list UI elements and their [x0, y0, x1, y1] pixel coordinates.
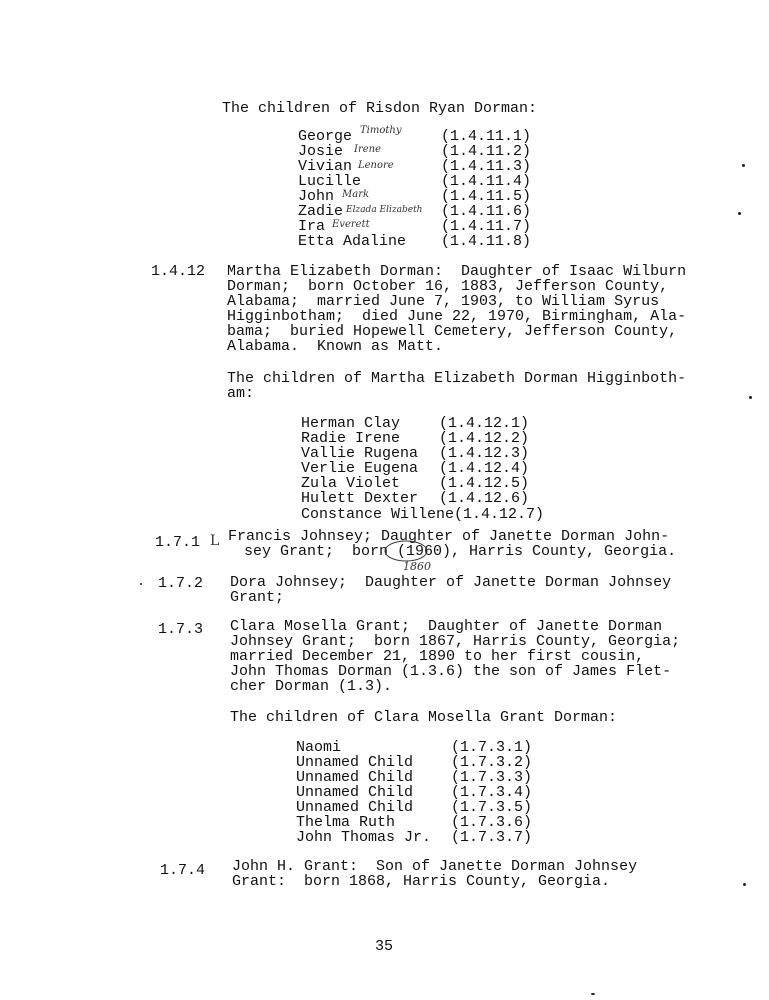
entry-text-line: sey Grant; born (1960), Harris County, Georgia.	[244, 543, 677, 560]
children-heading: The children of Clara Mosella Grant Dorman:	[230, 709, 618, 726]
entry-text-line: Grant;	[230, 589, 285, 606]
child-code: (1.4.12.1)	[439, 415, 530, 432]
child-code: (1.4.11.1)	[441, 128, 532, 145]
child-code: (1.7.3.6)	[451, 814, 533, 831]
entry-text-line: Grant: born 1868, Harris County, Georgia.	[232, 873, 611, 890]
margin-mark: L	[210, 533, 220, 549]
child-name: Lucille	[298, 173, 362, 190]
child-code: (1.4.11.3)	[441, 158, 532, 175]
scan-speck	[742, 164, 745, 167]
scan-speck	[738, 212, 741, 215]
child-code: (1.4.12.5)	[439, 475, 530, 492]
entry-text-line: Francis Johnsey; Daughter of Janette Dorman John-	[228, 528, 670, 545]
handwritten-note: Elzada Elizabeth	[346, 205, 423, 215]
child-code: (1.4.12.3)	[439, 445, 530, 462]
child-code: (1.4.11.5)	[441, 188, 532, 205]
child-code: (1.7.3.4)	[451, 784, 533, 801]
handwritten-note: Lenore	[358, 160, 394, 171]
entry-text-line: John Thomas Dorman (1.3.6) the son of James Flet-	[230, 663, 672, 680]
entry-text-line: Alabama. Known as Matt.	[227, 338, 444, 355]
child-code: (1.4.11.7)	[441, 218, 532, 235]
child-name: Josie	[298, 143, 344, 160]
entry-text-line: Higginbotham; died June 22, 1970, Birmingham, Ala-	[227, 308, 687, 325]
child-name: Zadie	[298, 203, 344, 220]
page-number: 35	[375, 938, 394, 955]
scan-speck	[743, 883, 746, 886]
child-name: George	[298, 128, 353, 145]
child-code: (1.4.11.2)	[441, 143, 532, 160]
child-code: (1.4.12.4)	[439, 460, 530, 477]
scan-speck	[591, 993, 595, 995]
entry-text-line: cher Dorman (1.3).	[230, 678, 393, 695]
child-name: Herman Clay	[301, 415, 401, 432]
entry-number: 1.7.3	[158, 621, 204, 638]
child-code: (1.7.3.1)	[451, 739, 533, 756]
child-name: Unnamed Child	[296, 754, 414, 771]
child-name: Unnamed Child	[296, 799, 414, 816]
child-code: (1.7.3.3)	[451, 769, 533, 786]
child-code: (1.4.12.2)	[439, 430, 530, 447]
child-name: John Thomas Jr.	[296, 829, 432, 846]
scan-speck	[749, 396, 752, 399]
handwritten-correction: 1860	[403, 560, 431, 573]
child-code: (1.4.11.6)	[441, 203, 532, 220]
child-name: John	[298, 188, 335, 205]
entry-number: 1.7.2	[158, 575, 204, 592]
child-code: (1.7.3.5)	[451, 799, 533, 816]
child-name: Etta Adaline	[298, 233, 407, 250]
child-name: Vivian	[298, 158, 353, 175]
child-name: Naomi	[296, 739, 342, 756]
entry-text-line: Alabama; married June 7, 1903, to William Syrus	[227, 293, 660, 310]
child-name: Unnamed Child	[296, 769, 414, 786]
entry-text-line: Martha Elizabeth Dorman: Daughter of Isaac Wilburn	[227, 263, 687, 280]
entry-text-line: bama; buried Hopewell Cemetery, Jefferson County,	[227, 323, 678, 340]
handwritten-note: Timothy	[360, 125, 402, 136]
list-item: Constance Willene(1.4.12.7)	[301, 506, 545, 523]
children-heading: am:	[227, 385, 255, 402]
entry-text-line: Dorman; born October 16, 1883, Jefferson County,	[227, 278, 669, 295]
child-code: (1.4.11.4)	[441, 173, 532, 190]
child-name: Ira	[298, 218, 326, 235]
child-code: (1.7.3.7)	[451, 829, 533, 846]
entry-text-line: Clara Mosella Grant; Daughter of Janette Dorman	[230, 618, 663, 635]
child-name: Radie Irene	[301, 430, 401, 447]
entry-text-line: Dora Johnsey; Daughter of Janette Dorman Johnsey	[230, 574, 672, 591]
entry-number: 1.7.4	[160, 862, 206, 879]
handwritten-note: Everett	[332, 219, 370, 230]
child-code: (1.4.11.8)	[441, 233, 532, 250]
child-name: Thelma Ruth	[296, 814, 396, 831]
entry-text-line: Johnsey Grant; born 1867, Harris County, Georgia;	[230, 633, 681, 650]
child-code: (1.4.12.6)	[439, 490, 530, 507]
entry-number: 1.7.1	[155, 534, 201, 551]
child-name: Verlie Eugena	[301, 460, 419, 477]
handwritten-note: Irene	[354, 144, 382, 155]
entry-text-line: married December 21, 1890 to her first cousin,	[230, 648, 645, 665]
child-name: Unnamed Child	[296, 784, 414, 801]
handwritten-note: Mark	[342, 189, 370, 200]
child-code: (1.7.3.2)	[451, 754, 533, 771]
children-heading: The children of Martha Elizabeth Dorman Higginboth-	[227, 370, 687, 387]
child-name: Zula Violet	[301, 475, 401, 492]
child-name: Hulett Dexter	[301, 490, 419, 507]
child-name: Vallie Rugena	[301, 445, 419, 462]
risdon-children-heading: The children of Risdon Ryan Dorman:	[222, 100, 538, 117]
entry-number: 1.4.12	[151, 263, 206, 280]
scan-speck	[140, 583, 142, 585]
entry-text-line: John H. Grant: Son of Janette Dorman Johnsey	[232, 858, 638, 875]
